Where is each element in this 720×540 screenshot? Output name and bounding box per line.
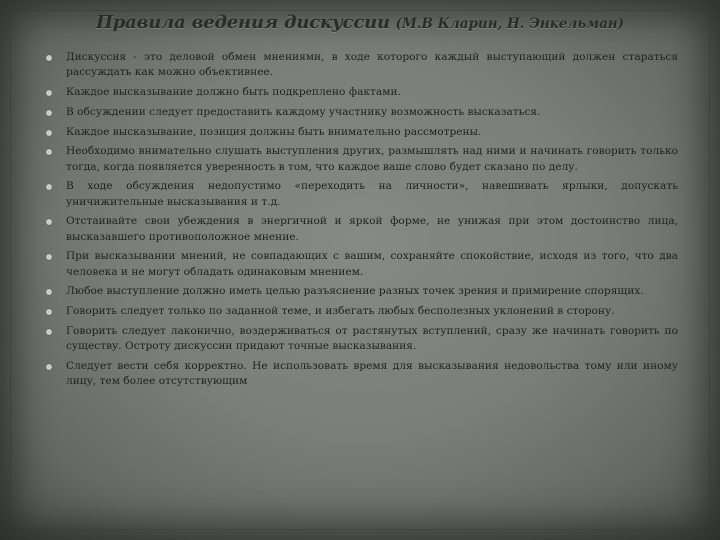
rule-item [46, 284, 678, 299]
rule-item [46, 304, 678, 319]
rule-item [46, 85, 678, 100]
bullet-icon [46, 289, 52, 295]
rule-text: Говорить следует только по заданной теме, и избегать любых бесполезных уклонений в сторону. [66, 305, 615, 318]
bullet-icon [46, 309, 52, 315]
bullet-icon [46, 329, 52, 335]
bullet-icon [46, 254, 52, 260]
rule-text: Каждое высказывание должно быть подкреплено фактами. [66, 86, 401, 98]
rule-item [46, 105, 678, 120]
rule-item [46, 249, 678, 279]
slide-title [0, 12, 720, 33]
rules-list [46, 50, 678, 394]
title-text: Правила ведения дискуссии [95, 12, 390, 33]
rule-text: Дискуссия - это деловой обмен мнениями, в ходе которого каждый выступающий должен стараться рассуждать как можно объективнее. [66, 51, 678, 79]
rule-item [46, 324, 678, 354]
bullet-icon [46, 90, 52, 96]
rule-text: В обсуждении следует предоставить каждому участнику возможность высказаться. [66, 105, 541, 118]
rule-text: Необходимо внимательно слушать выступления других, размышлять над ними и начинать говорить только тогда, когда появляется уверенность в том, что каждое ваше слово будет сказано по делу. [66, 145, 678, 173]
rule-text: При высказывании мнений, не совпадающих с вашим, сохраняйте спокойствие, исходя из того, что два человека и не могут обладать одинаковым мнением. [66, 250, 678, 278]
bullet-icon [46, 364, 52, 370]
rule-item [46, 179, 678, 209]
rule-item [46, 50, 678, 80]
rule-item [46, 144, 678, 174]
bullet-icon [46, 130, 52, 136]
rule-text: Следует вести себя корректно. Не использовать время для высказывания недовольства тому или иному лицу, тем более отсутствующим [66, 359, 678, 388]
rule-text: Каждое высказывание, позиция должны быть внимательно рассмотрены. [66, 125, 482, 138]
title-author: (М.В Кларин, Н. Энкельман) [395, 16, 625, 32]
rule-text: Говорить следует лаконично, воздерживаться от растянутых вступлений, сразу же начинать говорить по существу. Остроту дискуссии придают точные высказывания. [66, 324, 678, 353]
bullet-icon [46, 219, 52, 225]
bullet-icon [46, 55, 52, 61]
bullet-icon [46, 184, 52, 190]
bullet-icon [46, 110, 52, 116]
rule-item [46, 125, 678, 140]
rule-text: В ходе обсуждения недопустимо «переходить на личности», навешивать ярлыки, допускать уничижительные высказывания и т.д. [66, 180, 678, 208]
rule-item [46, 359, 678, 389]
rule-text: Любое выступление должно иметь целью разъяснение разных точек зрения и примирение спорящих. [66, 285, 644, 298]
bullet-icon [46, 149, 52, 155]
rule-text: Отстаивайте свои убеждения в энергичной и яркой форме, не унижая при этом достоинство лица, высказавшего противоположное мнение. [66, 215, 678, 243]
rule-item [46, 214, 678, 244]
